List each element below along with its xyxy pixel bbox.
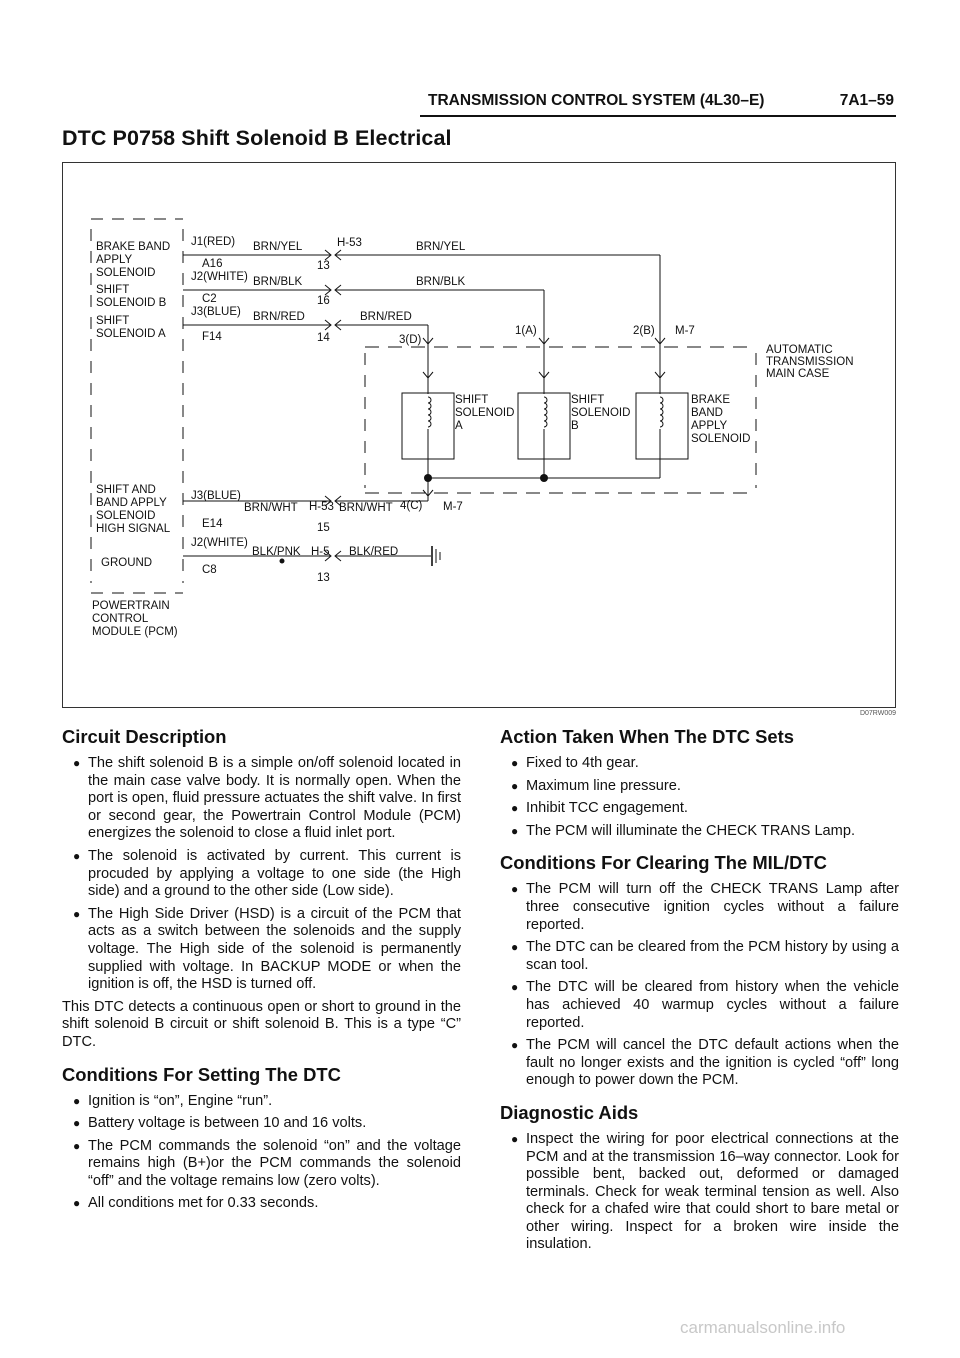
bullet-icon: ● bbox=[511, 801, 519, 816]
bullet-icon: ● bbox=[511, 940, 519, 955]
watermark: carmanualsonline.info bbox=[680, 1318, 846, 1337]
conn-j1: J1(RED) bbox=[191, 236, 236, 248]
list-item: ● The PCM will illuminate the CHECK TRANS Lamp. bbox=[511, 822, 856, 839]
solenoid-a-coil bbox=[428, 378, 431, 469]
bullet-icon: ● bbox=[73, 1138, 81, 1153]
list-item: ● Inspect the wiring for poor electrical connections at the PCM and at the transmission 16–way connector. Look for possible bent, backed out, deformed or damaged terminals. Check for weak terminal tension as well. Also check for a chafed wire that could short to bare metal or other wiring. Inspect for a broken wire inside the insulation. bbox=[511, 1130, 899, 1253]
bullet-icon: ● bbox=[511, 980, 519, 995]
label-shift-solenoid-a: SHIFT SOLENOID A bbox=[96, 315, 166, 340]
conditions-clearing-list bbox=[500, 881, 899, 1090]
bullet-icon: ● bbox=[73, 756, 81, 770]
wire-color-label: BLK/PNK bbox=[252, 546, 301, 558]
conn-j2: J2(WHITE) bbox=[191, 271, 248, 283]
case-connector-label: M-7 bbox=[443, 501, 463, 513]
list-item: ● The DTC will be cleared from history when the vehicle has achieved 40 warmup cycles without a failure reported. bbox=[511, 979, 899, 1031]
bullet-icon: ● bbox=[73, 1093, 81, 1108]
figure-code: D07RW009 bbox=[859, 710, 896, 717]
bullet-icon: ● bbox=[73, 906, 81, 921]
list-item: ● Fixed to 4th gear. bbox=[511, 755, 639, 771]
splice-dot bbox=[424, 474, 432, 482]
list-item: ● The PCM commands the solenoid “on” and the voltage remains high (B+)or the PCM commands the solenoid “off” and the voltage remains low (zero volts). bbox=[73, 1137, 461, 1189]
wire-color-label: BRN/YEL bbox=[416, 241, 466, 253]
bullet-icon: ● bbox=[73, 848, 81, 863]
pin-f14: F14 bbox=[202, 331, 222, 343]
label-brake-band-apply-solenoid: BRAKE BAND APPLY SOLENOID bbox=[96, 241, 171, 279]
wiring-diagram bbox=[62, 162, 896, 708]
right-column bbox=[500, 726, 899, 1259]
splice-dot bbox=[540, 474, 548, 482]
wire-color-label: BRN/BLK bbox=[253, 276, 303, 288]
left-column bbox=[62, 726, 461, 1218]
list-item: ● Maximum line pressure. bbox=[511, 777, 681, 794]
solenoid-b-coil bbox=[544, 378, 547, 469]
bullet-icon: ● bbox=[73, 1116, 81, 1131]
list-item: ● The solenoid is activated by current. This current is procuded by applying a voltage to one side (the High side) and a ground to the other side (Low side). bbox=[73, 847, 461, 900]
heading-conditions-clearing: Conditions For Clearing The MIL/DTC bbox=[500, 852, 827, 874]
wiring-diagram-svg bbox=[63, 163, 897, 709]
action-taken-list bbox=[500, 755, 899, 840]
label-shift-solenoid-b: SHIFT SOLENOID B bbox=[96, 284, 167, 309]
heading-conditions-setting: Conditions For Setting The DTC bbox=[62, 1063, 341, 1085]
bullet-icon: ● bbox=[511, 1131, 519, 1146]
bullet-icon: ● bbox=[511, 1038, 519, 1053]
conn-j3: J3(BLUE) bbox=[191, 490, 241, 502]
conditions-setting-list bbox=[62, 1093, 461, 1214]
list-item: ● The High Side Driver (HSD) is a circuit of the PCM that acts as a switch between the solenoids and the supply voltage. The High side of the solenoid is permanently supplied with voltage. In BACKUP MODE or when the ignition is off, the HSD is turned off. bbox=[73, 905, 461, 993]
wire-color-label: BRN/WHT bbox=[244, 502, 298, 514]
harness-connector-label: H-53 bbox=[337, 237, 362, 249]
solenoid-c-coil bbox=[660, 378, 663, 469]
case-connector-label: M-7 bbox=[675, 325, 695, 337]
bullet-icon: ● bbox=[511, 882, 519, 897]
label-pcm: POWERTRAIN CONTROL MODULE (PCM) bbox=[92, 600, 178, 638]
heading-circuit-description: Circuit Description bbox=[62, 726, 227, 747]
list-item: ● Ignition is “on”, Engine “run”. bbox=[73, 1092, 273, 1109]
header-rule bbox=[420, 115, 896, 117]
pin-a16: A16 bbox=[202, 258, 223, 270]
diagnostic-aids-list bbox=[500, 1131, 899, 1254]
wire-color-label: BRN/RED bbox=[360, 311, 412, 323]
list-item: ● All conditions met for 0.33 seconds. bbox=[73, 1195, 319, 1212]
bullet-icon: ● bbox=[511, 756, 519, 770]
case-pin-label: 3(D) bbox=[399, 334, 422, 346]
wire-color-label: BRN/RED bbox=[253, 311, 305, 323]
label-solenoid-a: SHIFT SOLENOID A bbox=[455, 394, 515, 432]
label-transmission-case: AUTOMATIC TRANSMISSION MAIN CASE bbox=[766, 344, 854, 380]
bullet-icon: ● bbox=[73, 1196, 81, 1211]
pin-c2: C2 bbox=[202, 293, 217, 305]
circuit-description-list bbox=[62, 755, 461, 994]
pin-c8: C8 bbox=[202, 564, 217, 576]
case-pin-label: 2(B) bbox=[633, 325, 655, 337]
list-item: ● The shift solenoid B is a simple on/off solenoid located in the main case valve body. It is normally open. When the port is open, fluid pressure actuates the shift valve. In first or second gear, the Powertrain Control Module (PCM) energizes the solenoid to close a fluid inlet port. bbox=[73, 755, 461, 842]
bullet-icon: ● bbox=[511, 778, 519, 793]
harness-pin-label: 16 bbox=[317, 295, 330, 307]
wire-color-label: BRN/WHT bbox=[339, 502, 393, 514]
label-solenoid-b: SHIFT SOLENOID B bbox=[571, 394, 631, 432]
harness-pin-label: 13 bbox=[317, 260, 330, 272]
wire-color-label: BLK/RED bbox=[349, 546, 399, 558]
list-item: ● Battery voltage is between 10 and 16 volts. bbox=[73, 1115, 367, 1132]
heading-diagnostic-aids: Diagnostic Aids bbox=[500, 1101, 639, 1123]
wire-color-label: BRN/BLK bbox=[416, 276, 466, 288]
harness-connector-label: H-53 bbox=[309, 501, 334, 513]
list-item: ● Inhibit TCC engagement. bbox=[511, 800, 688, 817]
header-section-title: TRANSMISSION CONTROL SYSTEM (4L30–E) bbox=[428, 92, 765, 109]
case-pin-label: 1(A) bbox=[515, 325, 537, 337]
page-title: DTC P0758 Shift Solenoid B Electrical bbox=[62, 126, 452, 150]
harness-pin-label: 14 bbox=[317, 332, 330, 344]
label-brake-band-solenoid: BRAKE BAND APPLY SOLENOID bbox=[691, 394, 751, 445]
wire-color-label: BRN/YEL bbox=[253, 241, 303, 253]
heading-action-taken: Action Taken When The DTC Sets bbox=[500, 726, 794, 747]
circuit-description-paragraph: This DTC detects a continuous open or short to ground in the shift solenoid B circuit or shift solenoid B. This is a type “C” DTC. bbox=[62, 998, 461, 1050]
splice-dot bbox=[280, 559, 285, 564]
label-ground: GROUND bbox=[101, 557, 153, 569]
running-header bbox=[420, 92, 896, 116]
harness-pin-label: 15 bbox=[317, 522, 330, 534]
conn-j2: J2(WHITE) bbox=[191, 537, 248, 549]
pin-e14: E14 bbox=[202, 518, 223, 530]
list-item: ● The PCM will turn off the CHECK TRANS Lamp after three consecutive ignition cycles without a failure reported. bbox=[511, 881, 899, 933]
harness-connector-label: H-5 bbox=[311, 546, 330, 558]
conn-j3: J3(BLUE) bbox=[191, 306, 241, 318]
header-page-number: 7A1–59 bbox=[839, 92, 894, 109]
list-item: ● The PCM will cancel the DTC default actions when the fault no longer exists and the ignition is cycled “off” long enough to power down the PCM. bbox=[511, 1037, 899, 1089]
case-pin-label: 4(C) bbox=[400, 500, 423, 512]
bullet-icon: ● bbox=[511, 823, 519, 838]
harness-pin-label: 13 bbox=[317, 572, 330, 584]
list-item: ● The DTC can be cleared from the PCM history by using a scan tool. bbox=[511, 939, 899, 973]
label-hsd: SHIFT AND BAND APPLY SOLENOID HIGH SIGNAL bbox=[96, 484, 171, 535]
